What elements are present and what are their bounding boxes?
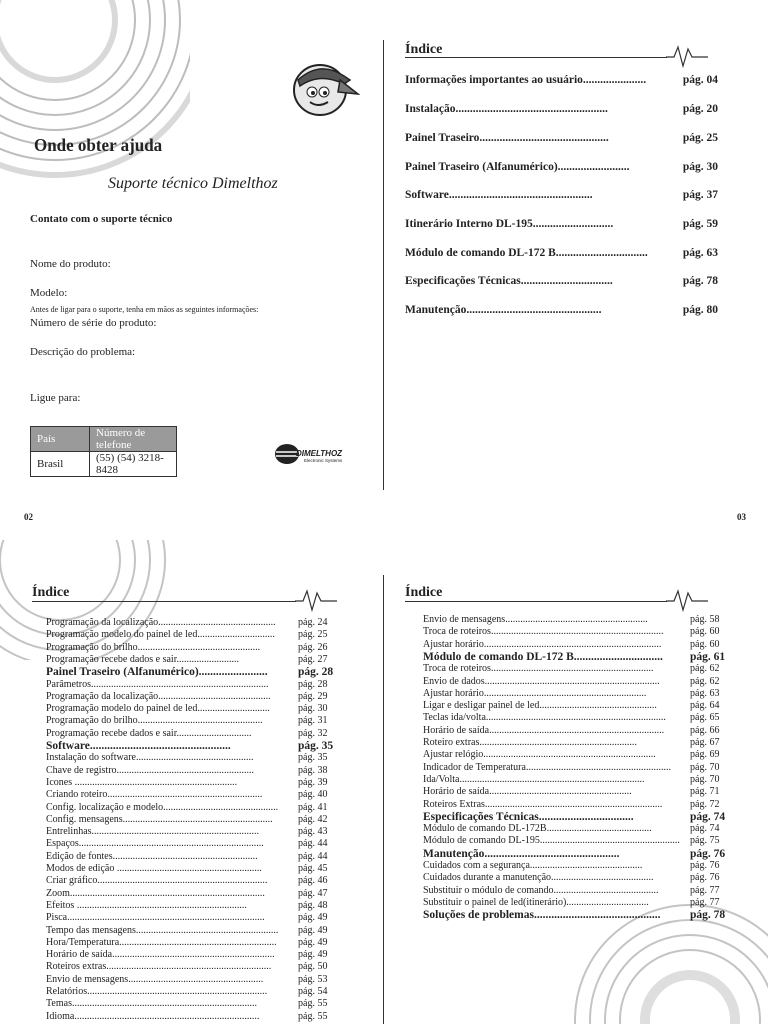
table-header-phone: Número de telefone: [90, 427, 177, 452]
list-item-label: Indicador de Temperatura..........................................................: [423, 761, 671, 773]
list-item-page: pág. 45: [298, 863, 328, 874]
list-item: [423, 848, 728, 860]
heartbeat-icon: [666, 44, 708, 68]
list-item-label: Painel Traseiro (Alfanumérico)........................: [46, 666, 268, 679]
list-item-label: Horário de saída.........................................................: [423, 786, 632, 798]
list-item: [46, 826, 338, 838]
list-item: [46, 851, 338, 863]
index-list-bottom-right: [423, 614, 728, 934]
list-item: [46, 629, 338, 641]
list-item-label: Relatórios........................................................................: [46, 986, 268, 997]
list-item-page: pág. 74: [690, 810, 726, 823]
list-item-page: pág. 78: [682, 275, 718, 287]
list-item-label: Painel Traseiro.............................................: [405, 132, 609, 144]
list-item: [46, 691, 338, 703]
mascot-icon: [290, 58, 360, 118]
list-item-page: pág. 04: [682, 74, 718, 86]
list-item-label: Criar gráfico....................................................................: [46, 875, 268, 887]
list-item: [423, 712, 728, 724]
list-item-label: Modos de edição ..........................................................: [46, 863, 262, 874]
list-item-page: pág. 25: [682, 132, 718, 144]
list-item-page: pág. 39: [298, 776, 328, 788]
list-item-label: Programação da localização...............................................: [46, 617, 276, 628]
list-item: [46, 1011, 338, 1023]
list-item: [405, 247, 720, 263]
logo-subtext: Electronic Systems: [304, 458, 343, 463]
list-item: [46, 912, 338, 924]
table-header-row: [31, 427, 177, 452]
list-item-page: pág. 53: [298, 973, 328, 985]
list-item: [46, 949, 338, 961]
field-call: Ligue para:: [30, 392, 81, 404]
list-item: [46, 875, 338, 887]
list-item-label: Hora/Temperatura...............................................................: [46, 936, 277, 948]
list-item-page: pág. 46: [298, 875, 328, 887]
list-item-label: Instalação.....................................................: [405, 103, 608, 115]
list-item-page: pág. 63: [690, 687, 720, 699]
list-item-label: Substituir o painel de led(itinerário).................................: [423, 896, 649, 908]
list-item: [405, 132, 720, 148]
list-item-page: pág. 28: [298, 678, 328, 690]
list-item-page: pág. 44: [298, 850, 328, 862]
list-item-page: pág. 60: [690, 638, 720, 650]
list-item-page: pág. 26: [298, 641, 328, 653]
list-item-label: Idioma..........................................................................: [46, 1010, 260, 1022]
list-item: [46, 715, 338, 727]
list-item: [46, 617, 338, 629]
list-item-page: pág. 24: [298, 617, 328, 628]
list-item-label: Software.................................................: [46, 740, 231, 752]
list-item: [46, 814, 338, 826]
list-item-label: Teclas ida/volta........................................................................: [423, 712, 666, 724]
list-item-label: Programação recebe dados e sair..............................: [46, 727, 252, 739]
list-item-label: Informações importantes ao usuário......................: [405, 74, 647, 86]
list-item-page: pág. 32: [298, 727, 328, 739]
list-item: [46, 752, 338, 764]
table-cell-country: Brasil: [31, 452, 90, 477]
list-item-page: pág. 62: [690, 663, 720, 675]
list-item: [423, 663, 728, 675]
list-item: [423, 626, 728, 638]
index-rule-top: [405, 57, 667, 58]
list-item-page: pág. 49: [298, 924, 328, 936]
list-item: [46, 961, 338, 973]
list-item: [405, 74, 720, 90]
index-rule-bottom-left: [32, 601, 296, 602]
page-title: Onde obter ajuda: [34, 135, 163, 156]
list-item-label: Pisca...............................................................................: [46, 912, 265, 924]
list-item-label: Roteiros Extras.......................................................................: [423, 798, 663, 810]
list-item-label: Horário de saída.................................................................: [46, 949, 275, 961]
list-item: [423, 786, 728, 798]
list-item: [46, 888, 338, 900]
page-number-left: 02: [24, 512, 33, 522]
list-item-label: Especificações Técnicas.................................: [423, 810, 634, 823]
list-item: [46, 998, 338, 1010]
list-item-label: Tempo das mensagens.........................................................: [46, 924, 279, 936]
list-item-label: Envio de dados......................................................................: [423, 675, 660, 687]
list-item-page: pág. 28: [298, 666, 334, 679]
list-item-label: Icones .................................................................: [46, 776, 238, 788]
list-item-label: Software..................................................: [405, 189, 593, 201]
list-item-label: Módulo de comando DL-172B..........................................: [423, 823, 652, 835]
table-row: [31, 452, 177, 477]
list-item: [46, 703, 338, 715]
page-divider-bottom: [383, 575, 384, 1024]
index-title-top: Índice: [405, 42, 443, 57]
list-item-page: pág. 50: [298, 961, 328, 973]
list-item: [405, 161, 720, 177]
list-item-page: pág. 76: [690, 847, 726, 860]
list-item: [423, 799, 728, 811]
list-item-page: pág. 25: [298, 629, 328, 641]
list-item: [405, 304, 720, 320]
list-item-page: pág. 38: [298, 764, 328, 776]
list-item-page: pág. 30: [682, 161, 718, 173]
list-item-page: pág. 41: [298, 801, 328, 813]
list-item-label: Roteiro extras...............................................................: [423, 737, 637, 748]
list-item: [46, 802, 338, 814]
list-item-label: Manutenção...............................................: [405, 304, 602, 316]
list-item-label: Entrelinhas...................................................................: [46, 826, 260, 838]
list-item-label: Programação recebe dados e sair.........................: [46, 653, 239, 665]
field-problem: Descrição do problema:: [30, 346, 136, 358]
list-item-page: pág. 59: [682, 218, 718, 230]
list-item-page: pág. 35: [298, 752, 328, 764]
list-item: [423, 651, 728, 663]
page-divider-top: [383, 40, 384, 490]
list-item-page: pág. 69: [690, 749, 720, 761]
list-item-page: pág. 75: [690, 835, 720, 847]
page-subtitle: Suporte técnico Dimelthoz: [108, 175, 278, 192]
list-item-label: Roteiros extras..................................................................: [46, 961, 272, 973]
list-item-label: Programação da localização.............................................: [46, 690, 271, 702]
swirl-decoration-top-left: [0, 0, 190, 190]
list-item-label: Envio de mensagens......................................................: [46, 973, 264, 985]
list-item-label: Chave de registro.......................................................: [46, 764, 255, 776]
list-item: [405, 275, 720, 291]
list-item: [405, 103, 720, 119]
list-item-label: Substituir o módulo de comando..........................................: [423, 884, 659, 896]
list-item-page: pág. 71: [690, 786, 720, 798]
list-item-page: pág. 61: [690, 650, 726, 663]
field-model: Modelo:: [30, 287, 68, 299]
list-item-page: pág. 43: [298, 826, 328, 838]
list-item-label: Config. mensagens............................................................: [46, 813, 273, 825]
list-item: [423, 860, 728, 872]
list-item-page: pág. 27: [298, 653, 328, 665]
list-item-label: Programação do brilho..................................................: [46, 715, 263, 727]
list-item: [423, 749, 728, 761]
list-item-label: Cuidados com a segurança.............................................: [423, 860, 643, 871]
list-item: [405, 218, 720, 234]
list-item-page: pág. 49: [298, 949, 328, 961]
list-item-page: pág. 47: [298, 887, 328, 899]
index-title-bottom-right: Índice: [405, 585, 443, 600]
list-item: [46, 900, 338, 912]
list-item-label: Parâmetros.......................................................................: [46, 678, 269, 690]
list-item-page: pág. 54: [298, 986, 328, 997]
list-item: [423, 909, 728, 921]
list-item: [46, 937, 338, 949]
list-item-label: Painel Traseiro (Alfanumérico).........................: [405, 161, 630, 173]
list-item: [423, 885, 728, 897]
list-item-label: Zoom..............................................................................: [46, 887, 265, 899]
field-product-name: Nome do produto:: [30, 258, 111, 270]
table-cell-phone: (55) (54) 3218-8428: [90, 452, 177, 477]
list-item-label: Efeitos ....................................................................: [46, 899, 247, 911]
list-item-label: Temas..........................................................................: [46, 998, 257, 1010]
logo-text: DIMELTHOZ: [296, 449, 343, 458]
list-item-label: Envio de mensagens.........................................................: [423, 614, 648, 625]
list-item-page: pág. 67: [690, 737, 720, 748]
list-item-label: Criando roteiro..............................................................: [46, 789, 263, 801]
list-item-label: Especificações Técnicas................................: [405, 275, 613, 287]
index-title-bottom-left: Índice: [32, 585, 70, 600]
list-item-page: pág. 55: [298, 998, 328, 1010]
list-item-label: Troca de roteiros.................................................................: [423, 663, 654, 675]
list-item-page: pág. 55: [298, 1010, 328, 1022]
list-item-page: pág. 64: [690, 700, 720, 712]
list-item-page: pág. 78: [690, 909, 726, 922]
list-item: [423, 639, 728, 651]
list-item: [405, 189, 720, 205]
list-item-page: pág. 37: [682, 189, 718, 201]
brand-logo: [274, 443, 354, 469]
list-item: [46, 986, 338, 998]
list-item: [46, 777, 338, 789]
list-item: [46, 925, 338, 937]
list-item-page: pág. 77: [690, 884, 720, 896]
contact-heading: Contato com o suporte técnico: [30, 213, 173, 225]
index-list-main: [405, 74, 720, 324]
list-item-page: pág. 65: [690, 712, 720, 724]
list-item: [423, 700, 728, 712]
list-item-page: pág. 63: [682, 247, 718, 259]
list-item-page: pág. 60: [690, 626, 720, 638]
list-item-label: Soluções de problemas............................................: [423, 909, 661, 922]
heartbeat-icon: [295, 588, 337, 612]
list-item-label: Ajustar horário.......................................................................: [423, 638, 662, 650]
list-item-label: Programação do brilho.................................................: [46, 641, 261, 653]
field-serial: Número de série do produto:: [30, 317, 157, 329]
list-item-page: pág. 74: [690, 823, 720, 835]
list-item: [46, 789, 338, 801]
list-item: [46, 863, 338, 875]
list-item-label: Programação modelo do painel de led...............................: [46, 629, 275, 641]
list-item-label: Ida/Volta..........................................................................: [423, 773, 645, 785]
list-item: [46, 642, 338, 654]
list-item: [423, 762, 728, 774]
list-item: [46, 728, 338, 740]
table-header-country: País: [31, 427, 90, 452]
list-item: [423, 614, 728, 626]
list-item: [46, 765, 338, 777]
list-item-page: pág. 49: [298, 936, 328, 948]
list-item: [423, 823, 728, 835]
list-item-label: Espaços..........................................................................: [46, 838, 264, 850]
list-item-page: pág. 76: [690, 860, 720, 871]
list-item-page: pág. 20: [682, 103, 718, 115]
list-item-label: Programação modelo do painel de led.............................: [46, 703, 270, 715]
list-item-page: pág. 48: [298, 899, 328, 911]
list-item-label: Cuidados durante a manutenção.........................................: [423, 872, 654, 884]
page-number-right: 03: [737, 512, 746, 522]
list-item: [423, 725, 728, 737]
list-item-page: pág. 42: [298, 813, 328, 825]
list-item-page: pág. 40: [298, 789, 328, 801]
list-item: [423, 872, 728, 884]
list-item: [46, 740, 338, 752]
list-item: [46, 974, 338, 986]
list-item-page: pág. 35: [298, 740, 334, 752]
list-item-label: Manutenção...............................................: [423, 847, 620, 860]
list-item-page: pág. 72: [690, 798, 720, 810]
list-item-page: pág. 30: [298, 703, 328, 715]
list-item: [46, 666, 338, 678]
list-item-label: Ligar e desligar painel de led...............................................: [423, 700, 657, 712]
list-item: [423, 774, 728, 786]
list-item: [423, 737, 728, 749]
heartbeat-icon: [666, 588, 708, 612]
list-item-page: pág. 77: [690, 896, 720, 908]
list-item: [423, 688, 728, 700]
list-item-label: Horário de saída......................................................................: [423, 724, 665, 736]
index-list-bottom-left: [46, 617, 338, 1024]
list-item-page: pág. 80: [682, 304, 718, 316]
list-item-label: Ajustar relógio.....................................................................: [423, 749, 656, 761]
list-item: [46, 654, 338, 666]
list-item: [423, 676, 728, 688]
list-item-page: pág. 70: [690, 773, 720, 785]
list-item-page: pág. 76: [690, 872, 720, 884]
list-item-page: pág. 66: [690, 724, 720, 736]
list-item-label: Módulo de comando DL-172 B...............................: [423, 650, 663, 663]
list-item-page: pág. 29: [298, 690, 328, 702]
list-item: [423, 811, 728, 823]
list-item-label: Itinerário Interno DL-195............................: [405, 218, 614, 230]
list-item-page: pág. 44: [298, 838, 328, 850]
list-item-page: pág. 70: [690, 761, 720, 773]
list-item-label: Ajustar horário.................................................................: [423, 687, 647, 699]
list-item-label: Instalação do software...............................................: [46, 752, 254, 764]
list-item-label: Config. localização e modelo..............................................: [46, 801, 279, 813]
list-item: [423, 835, 728, 847]
list-item: [46, 679, 338, 691]
list-item: [423, 897, 728, 909]
list-item-label: Edição de fontes..........................................................: [46, 850, 258, 862]
list-item: [46, 838, 338, 850]
list-item-label: Módulo de comando DL-195........................................................: [423, 835, 680, 847]
list-item-label: Troca de roteiros.....................................................................: [423, 626, 664, 638]
list-item-page: pág. 49: [298, 912, 328, 924]
field-note: Antes de ligar para o suporte, tenha em mãos as seguintes informações:: [30, 305, 259, 314]
list-item-page: pág. 31: [298, 715, 328, 727]
list-item-label: Módulo de comando DL-172 B................................: [405, 247, 648, 259]
list-item-page: pág. 58: [690, 614, 720, 625]
list-item-page: pág. 62: [690, 675, 720, 687]
support-phone-table: [30, 426, 177, 477]
index-rule-bottom-right: [405, 601, 667, 602]
